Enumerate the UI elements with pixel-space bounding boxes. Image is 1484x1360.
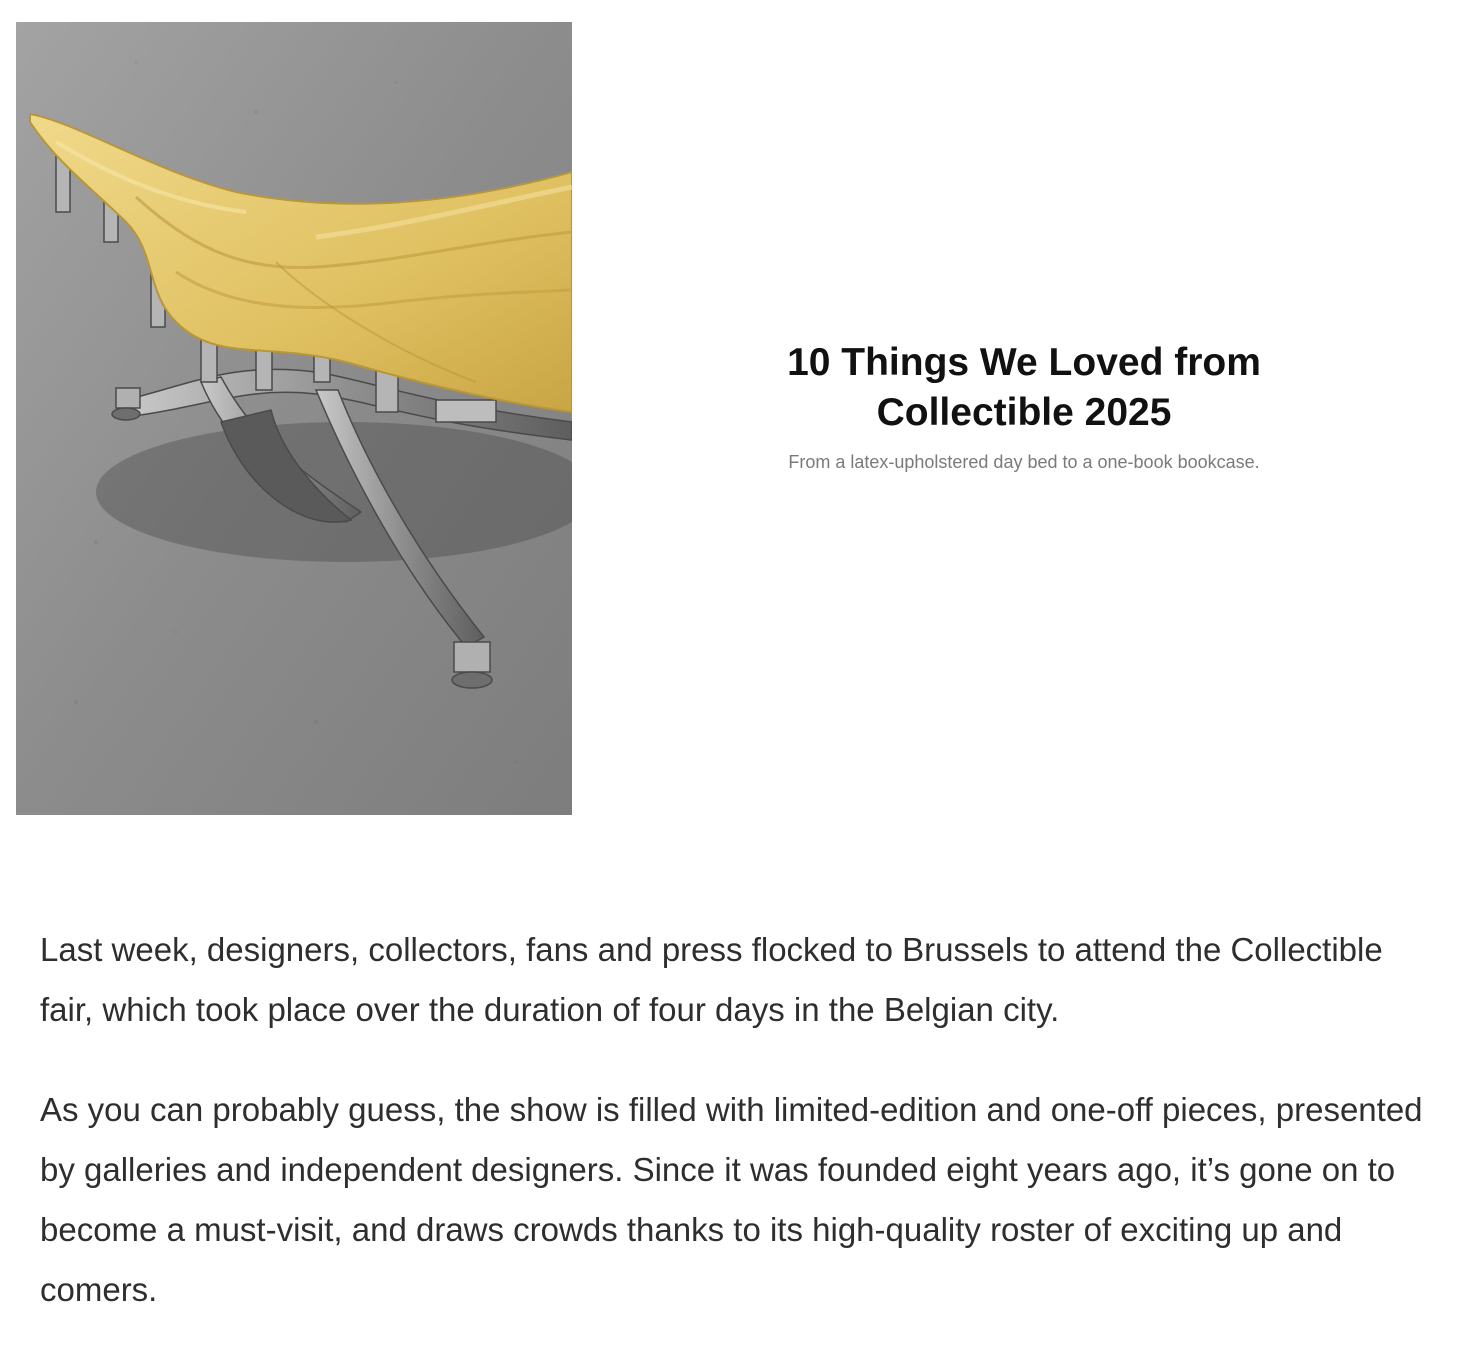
article-dek: From a latex-upholstered day bed to a one-book bookcase. [788, 452, 1260, 472]
body-paragraph: As you can probably guess, the show is filled with limited-edition and one-off pieces, presented by galleries and independent designers. Since it was founded eight years ago, it’s gone on to become a must-visit, and draws crowds thanks to its high-quality roster of exciting up and comers. [40, 1091, 1423, 1308]
body-paragraph: Last week, designers, collectors, fans and press flocked to Brussels to attend the Collectible fair, which took place over the duration of four days in the Belgian city. [40, 931, 1383, 1028]
article-header [720, 338, 1328, 474]
article-body [40, 920, 1430, 1360]
daybed-photo [16, 22, 572, 815]
article-title: 10 Things We Loved from Collectible 2025 [787, 341, 1261, 434]
hero-image [16, 22, 572, 815]
